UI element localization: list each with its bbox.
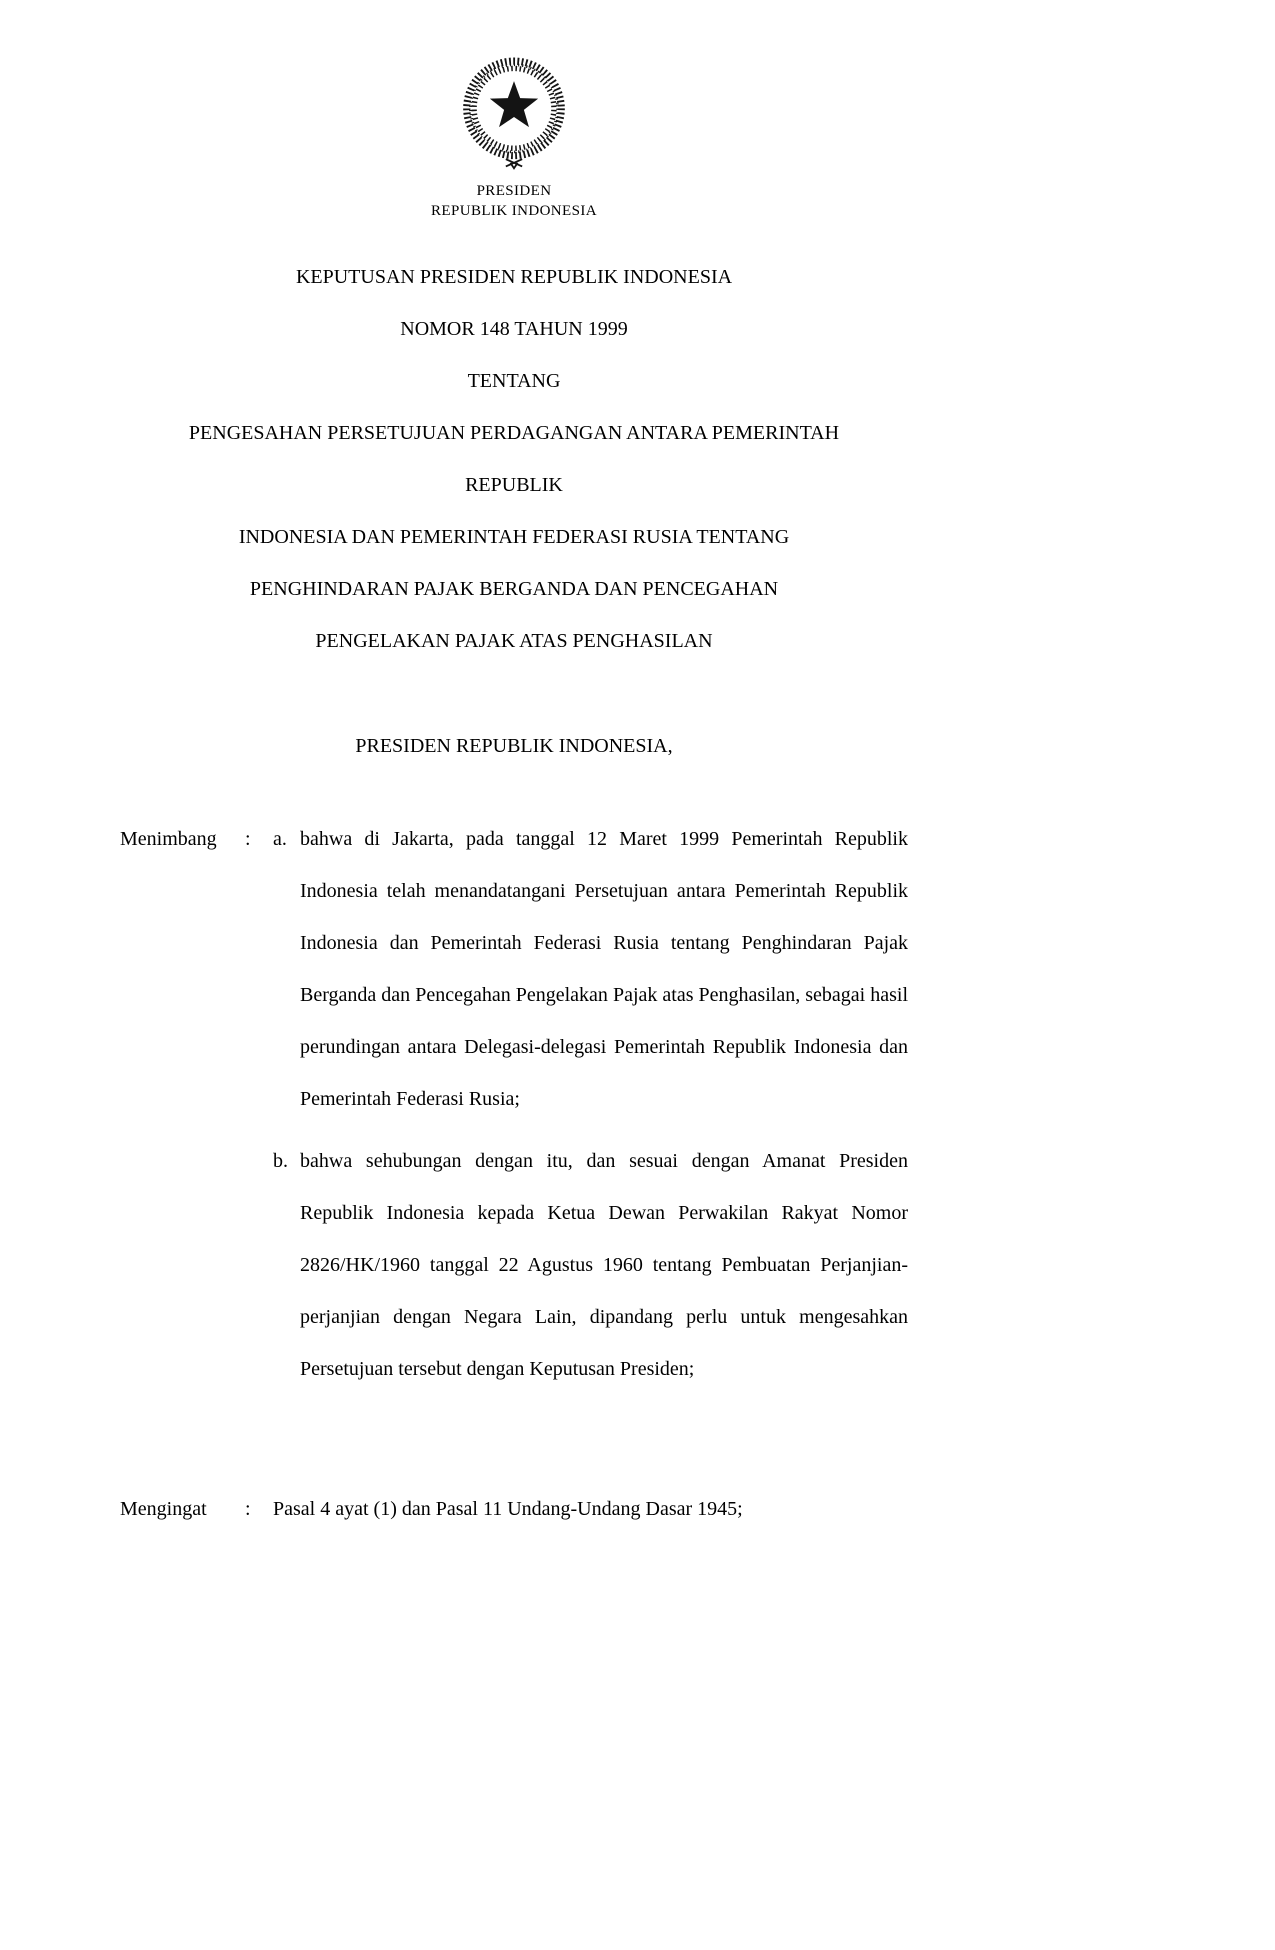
letterhead — [120, 181, 908, 221]
document-content — [120, 0, 908, 1535]
salutation-line: PRESIDEN REPUBLIK INDONESIA, — [355, 735, 673, 757]
clause-label-mengingat: Mengingat — [120, 1498, 207, 1520]
garuda-star-wreath-icon — [455, 52, 573, 172]
item-text-b: bahwa sehubungan dengan itu, dan sesuai dengan Amanat Presiden Republik Indonesia kepada Ketua Dewan Perwakilan Rakyat Nomor 2826/HK/1960 tanggal 22 Agustus 1960 tentang Pembuatan Perjanjian-perjanjian dengan Negara Lain, dipandang perlu untuk mengesahkan Persetujuan tersebut dengan Keputusan Presiden; — [300, 1150, 908, 1380]
clause-label-menimbang: Menimbang — [120, 828, 217, 850]
title-line: INDONESIA DAN PEMERINTAH FEDERASI RUSIA TENTANG — [238, 526, 790, 548]
title-line: KEPUTUSAN PRESIDEN REPUBLIK INDONESIA — [295, 266, 733, 288]
item-marker-b: b. — [273, 1150, 288, 1172]
clause-colon: : — [245, 1498, 251, 1520]
title-line: PENGELAKAN PAJAK ATAS PENGHASILAN — [315, 630, 713, 652]
consideration-item-a — [273, 813, 908, 1125]
title-block — [120, 251, 908, 667]
letterhead-line1: PRESIDEN — [476, 183, 552, 199]
menimbang-items — [273, 813, 908, 1395]
mengingat-section — [120, 1483, 908, 1535]
item-text-a: bahwa di Jakarta, pada tanggal 12 Maret 1999 Pemerintah Republik Indonesia telah menandatangani Persetujuan antara Pemerintah Republik Indonesia dan Pemerintah Federasi Rusia tentang Penghindaran Pajak Berganda dan Pencegahan Pengelakan Pajak atas Penghasilan, sebagai hasil perundingan antara Delegasi-delegasi Pemerintah Republik Indonesia dan Pemerintah Federasi Rusia; — [300, 828, 908, 1110]
mengingat-text: Pasal 4 ayat (1) dan Pasal 11 Undang-Undang Dasar 1945; — [273, 1498, 743, 1520]
title-line: PENGHINDARAN PAJAK BERGANDA DAN PENCEGAHAN — [249, 578, 779, 600]
title-line: NOMOR 148 TAHUN 1999 — [400, 318, 628, 340]
item-marker-a: a. — [273, 828, 287, 850]
clause-colon: : — [245, 828, 251, 850]
consideration-item-b — [273, 1135, 908, 1395]
title-line: TENTANG — [467, 370, 561, 392]
title-line: PENGESAHAN PERSETUJUAN PERDAGANGAN ANTARA PEMERINTAH — [188, 422, 840, 444]
menimbang-section — [120, 813, 908, 1395]
letterhead-line2: REPUBLIK INDONESIA — [431, 203, 597, 219]
title-line: REPUBLIK — [465, 474, 563, 496]
presidential-seal — [120, 52, 908, 177]
